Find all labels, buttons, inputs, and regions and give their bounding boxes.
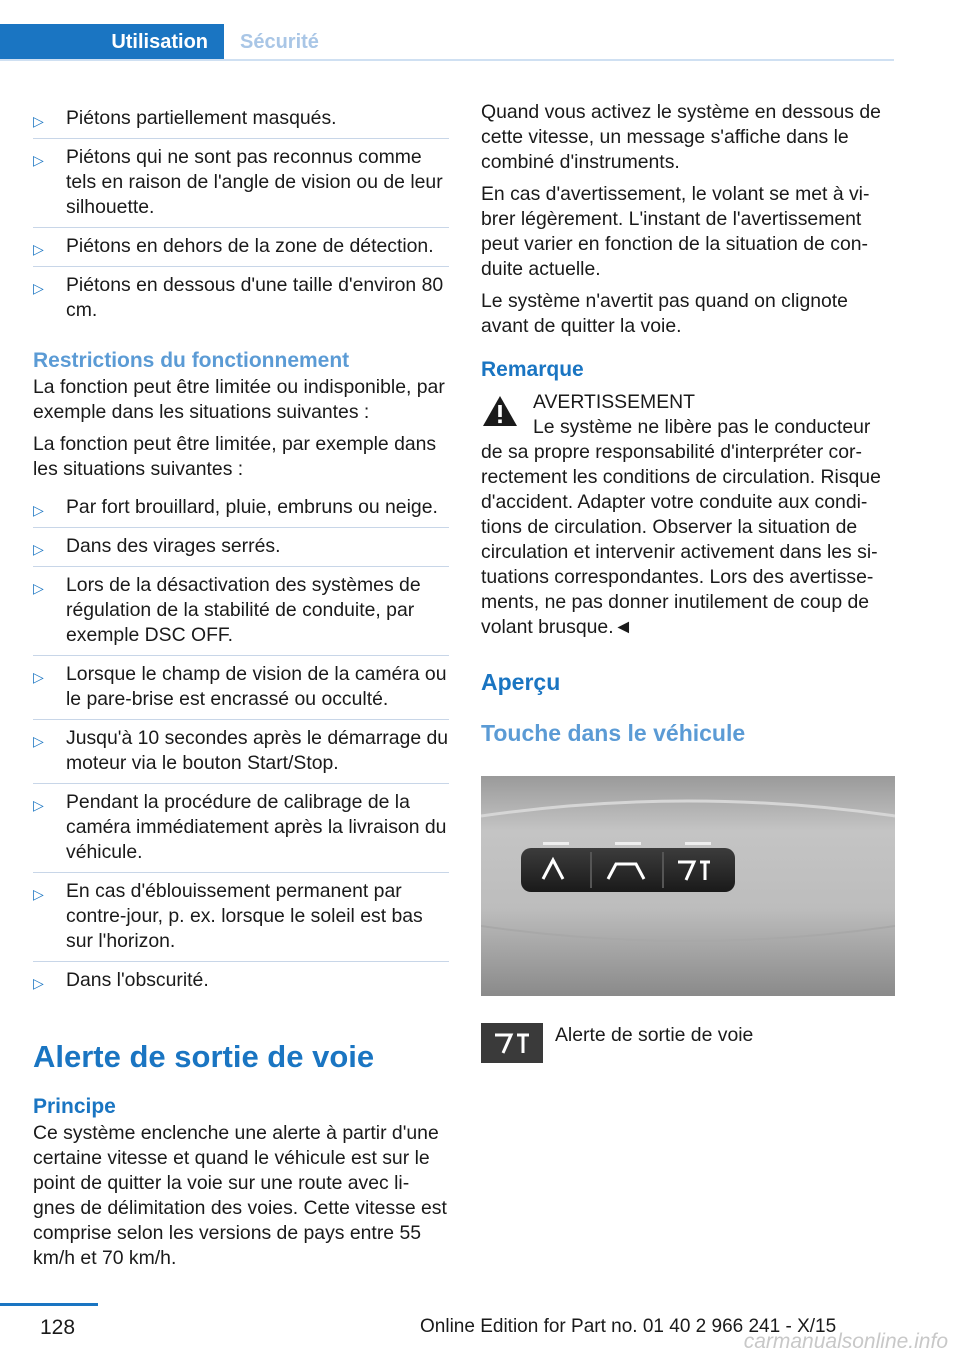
- chapter-tab-bar: [0, 24, 894, 62]
- legend-row: [481, 1023, 897, 1065]
- list-item: ▷ Jusqu'à 10 secondes après le démarrage du moteur via le bouton Start/Stop.: [33, 720, 449, 784]
- section-title: Alerte de sortie de voie: [33, 1039, 375, 1074]
- lane-departure-button-icon: [481, 1023, 543, 1063]
- triangle-bullet-icon: ▷: [33, 733, 44, 749]
- warning-title: AVERTISSEMENT: [533, 391, 695, 413]
- pedestrian-limits-list: [33, 100, 449, 330]
- apercu-heading: Aperçu: [481, 669, 561, 695]
- triangle-bullet-icon: ▷: [33, 152, 44, 168]
- restrictions-heading: Restrictions du fonctionnement: [33, 349, 350, 372]
- right-column: [481, 100, 897, 1065]
- tab-securite[interactable]: Sécurité: [240, 31, 319, 53]
- list-item: ▷ Piétons partiellement masqués.: [33, 100, 449, 139]
- restrictions-paragraph: La fonction peut être limitée, par exemple dans les situations suivantes :: [33, 433, 437, 480]
- left-column: [33, 100, 449, 1278]
- list-item: ▷ Lorsque le champ de vision de la caméra ou le pare-brise est encrassé ou occulté.: [33, 656, 449, 720]
- list-item: ▷ Par fort brouillard, pluie, embruns ou neige.: [33, 489, 449, 528]
- body-paragraph: Le système n'avertit pas quand on clignote avant de quitter la voie.: [481, 290, 848, 337]
- warning-first-line: Le système ne libère pas le conducteur: [533, 416, 871, 438]
- list-item: ▷ Piétons en dessous d'une taille d'environ 80 cm.: [33, 274, 444, 321]
- legend-label: Alerte de sortie de voie: [555, 1024, 754, 1046]
- principe-paragraph: Ce système enclenche une alerte à partir d'une certaine vitesse et quand le véhicule est sur le point de quitter la voie sur une route avec li-gnes de délimitation des voies. Cette vitesse est comprise selon les versions de pays entre 55 km/h et 70 km/h.: [33, 1122, 447, 1269]
- triangle-bullet-icon: ▷: [33, 241, 44, 257]
- list-item: ▷ Dans des virages serrés.: [33, 528, 449, 567]
- triangle-bullet-icon: ▷: [33, 975, 44, 991]
- body-paragraph: Quand vous activez le système en dessous de cette vitesse, un message s'affiche dans le combiné d'instruments.: [481, 101, 881, 173]
- edition-footer: Online Edition for Part no. 01 40 2 966 241 - X/15: [420, 1316, 837, 1337]
- list-item: ▷ En cas d'éblouissement permanent par contre-jour, p. ex. lorsque le soleil est bas sur l'horizon.: [33, 873, 449, 962]
- triangle-bullet-icon: ▷: [33, 280, 44, 296]
- triangle-bullet-icon: ▷: [33, 580, 44, 596]
- button-panel-photo: [481, 776, 895, 996]
- restrictions-paragraph: La fonction peut être limitée ou indisponible, par exemple dans les situations suivantes :: [33, 376, 445, 423]
- page-number: 128: [40, 1316, 76, 1339]
- watermark: carmanualsonline.info: [743, 1330, 948, 1353]
- body-paragraph: En cas d'avertissement, le volant se met à vi-brer légèrement. L'instant de l'avertissement peut varier en fonction de la situation de con-duite actuelle.: [481, 183, 870, 280]
- remarque-heading: Remarque: [481, 358, 584, 381]
- tab-underline: [0, 59, 894, 61]
- list-item: ▷ Piétons en dehors de la zone de détection.: [33, 228, 449, 267]
- list-item: ▷ Pendant la procédure de calibrage de la caméra immédiatement après la livraison du véhicule.: [33, 784, 449, 873]
- triangle-bullet-icon: ▷: [33, 669, 44, 685]
- tab-utilisation[interactable]: Utilisation: [0, 24, 224, 60]
- triangle-bullet-icon: ▷: [33, 797, 44, 813]
- list-item: ▷ Dans l'obscurité.: [33, 969, 209, 991]
- triangle-bullet-icon: ▷: [33, 502, 44, 518]
- warning-text: de sa propre responsabilité d'interpréter cor-rectement les conditions de circulation. Risque d'accident. Adapter votre conduite aux condi-tions de circulation. Observer la situation de circulation et intervenir activement dans les si-tuations correspondantes. Lors des avertisse-ments, ne pas donner inutilement de coup de volant brusque.◄: [481, 441, 881, 638]
- list-item: ▷ Piétons qui ne sont pas reconnus comme tels en raison de l'angle de vision ou de leur silhouette.: [33, 139, 449, 228]
- principe-heading: Principe: [33, 1095, 116, 1118]
- list-item: ▷ Lors de la désactivation des systèmes de régulation de la stabilité de conduite, par exemple DSC OFF.: [33, 567, 449, 656]
- warning-triangle-icon: [481, 394, 519, 428]
- warning-block: [481, 390, 897, 640]
- triangle-bullet-icon: ▷: [33, 886, 44, 902]
- triangle-bullet-icon: ▷: [33, 541, 44, 557]
- page-number-rule: [0, 1303, 98, 1306]
- restrictions-list: [33, 489, 449, 1000]
- triangle-bullet-icon: ▷: [33, 113, 44, 129]
- touche-heading: Touche dans le véhicule: [481, 720, 746, 746]
